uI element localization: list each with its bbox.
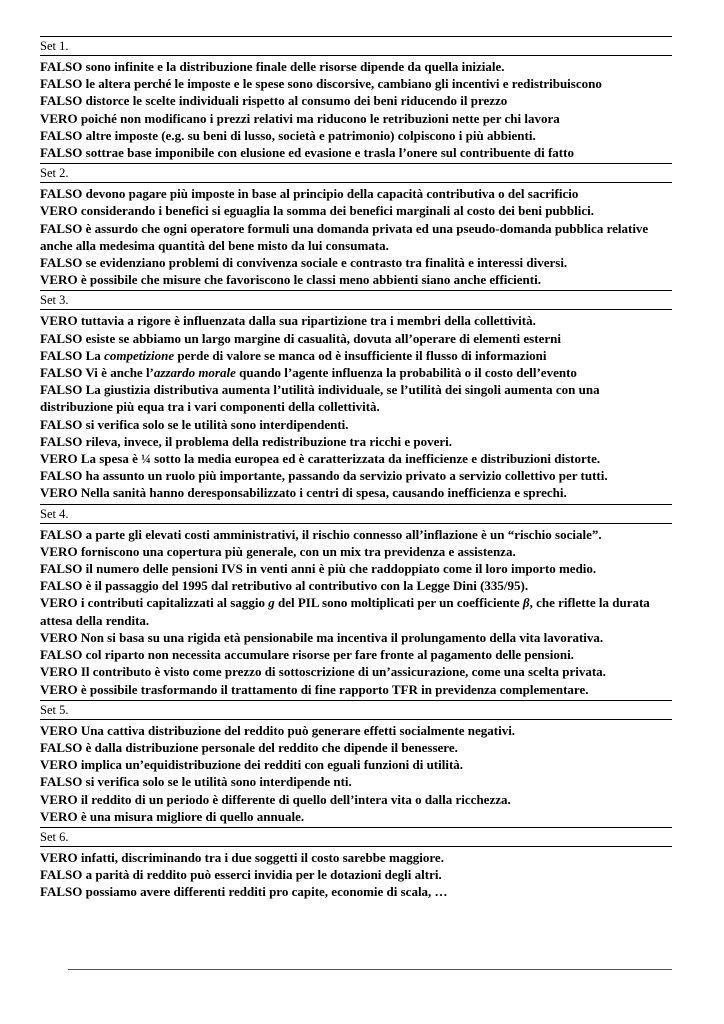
answer-verdict: FALSO bbox=[40, 578, 83, 594]
answer-verdict: VERO bbox=[40, 629, 78, 645]
set-heading bbox=[40, 700, 672, 720]
answer-verdict: FALSO bbox=[40, 739, 83, 755]
answer-verdict: FALSO bbox=[40, 884, 83, 900]
answer-text: La giustizia distributiva aumenta l’utilità individuale, se l’utilità dei singoli aumenta con una distribuzione più equa tra i vari componenti della collettività. bbox=[40, 382, 600, 415]
answer-line bbox=[40, 849, 672, 866]
answer-line bbox=[40, 866, 672, 883]
answer-verdict: FALSO bbox=[40, 433, 83, 449]
answer-line bbox=[40, 312, 672, 329]
answer-text: sottrae base imponibile con elusione ed evasione e trasla l’onere sul contribuente di fatto bbox=[82, 145, 574, 161]
set-title: Set 4. bbox=[40, 506, 69, 521]
answer-verdict: FALSO bbox=[40, 774, 83, 790]
answer-verdict: VERO bbox=[40, 722, 78, 738]
answer-verdict: FALSO bbox=[40, 526, 83, 542]
answer-text: Non si basa su una rigida età pensionabile ma incentiva il prolungamento della vita lavorativa. bbox=[77, 629, 604, 645]
answer-verdict: VERO bbox=[40, 791, 78, 807]
answer-verdict: VERO bbox=[40, 664, 78, 680]
answer-emphasis: azzardo morale bbox=[153, 365, 236, 381]
answer-line bbox=[40, 220, 672, 254]
answer-text: a parte gli elevati costi amministrativi, il rischio connesso all’inflazione è un “rischio sociale”. bbox=[82, 526, 602, 542]
answer-line bbox=[40, 526, 672, 543]
set-heading bbox=[40, 36, 672, 56]
answer-line bbox=[40, 663, 672, 680]
answer-line bbox=[40, 185, 672, 202]
set-title: Set 5. bbox=[40, 702, 69, 717]
answer-line bbox=[40, 681, 672, 698]
answer-text: le altera perché le imposte e le spese sono discorsive, cambiano gli incentivi e redistribuiscono bbox=[82, 76, 602, 92]
answer-text: è dalla distribuzione personale del reddito che dipende il benessere. bbox=[82, 739, 458, 755]
answer-verdict: VERO bbox=[40, 203, 78, 219]
answer-line bbox=[40, 773, 672, 790]
answer-line bbox=[40, 271, 672, 288]
set-answers bbox=[40, 847, 672, 903]
answer-text-mid: del PIL sono moltiplicati per un coefficiente bbox=[274, 595, 523, 611]
answer-verdict: VERO bbox=[40, 313, 78, 329]
answer-text: possiamo avere differenti redditi pro capite, economie di scala, … bbox=[82, 884, 448, 900]
answer-text: perde di valore se manca od è insufficiente il flusso di informazioni bbox=[174, 347, 547, 363]
answer-emphasis: g bbox=[268, 595, 275, 611]
answer-text: si verifica solo se le utilità sono interdipende nti. bbox=[82, 774, 352, 790]
answer-text-lead: i contributi capitalizzati al saggio bbox=[77, 595, 269, 611]
answer-line bbox=[40, 543, 672, 560]
answer-line bbox=[40, 364, 672, 381]
set-answers bbox=[40, 720, 672, 827]
set-title: Set 1. bbox=[40, 39, 69, 53]
answer-text: devono pagare più imposte in base al principio della capacità contributiva o del sacrificio bbox=[82, 186, 579, 202]
set-heading bbox=[40, 504, 672, 524]
answer-line bbox=[40, 433, 672, 450]
answer-line bbox=[40, 629, 672, 646]
answer-verdict: VERO bbox=[40, 485, 78, 501]
answer-text: è assurdo che ogni operatore formuli una domanda privata ed una pseudo-domanda pubblica relative anche alla medesima quantità del bene misto da lui consumata. bbox=[40, 220, 649, 253]
set-heading bbox=[40, 290, 672, 310]
answer-verdict: FALSO bbox=[40, 76, 83, 92]
answer-line bbox=[40, 202, 672, 219]
answer-text: Nella sanità hanno deresponsabilizzato i centri di spesa, causando inefficienza e sprechi. bbox=[77, 485, 567, 501]
answer-line bbox=[40, 127, 672, 144]
answer-text: il reddito di un periodo è differente di quello dell’intera vita o dalla ricchezza. bbox=[77, 791, 511, 807]
answer-verdict: FALSO bbox=[40, 416, 83, 432]
answer-text: distorce le scelte individuali rispetto al consumo dei beni riducendo il prezzo bbox=[82, 93, 508, 109]
answer-verdict: FALSO bbox=[40, 365, 83, 381]
answer-verdict: FALSO bbox=[40, 347, 83, 363]
answer-line bbox=[40, 92, 672, 109]
answer-text: si verifica solo se le utilità sono interdipendenti. bbox=[82, 416, 349, 432]
answer-text: esiste se abbiamo un largo margine di casualità, dovuta all’operare di elementi esterni bbox=[82, 330, 561, 346]
answer-line bbox=[40, 722, 672, 739]
answer-verdict: FALSO bbox=[40, 59, 83, 74]
answer-text: , che riflette la durata attesa della rendita. bbox=[40, 595, 650, 628]
answer-verdict: FALSO bbox=[40, 561, 83, 577]
answer-text: infatti, discriminando tra i due soggetti il costo sarebbe maggiore. bbox=[77, 849, 444, 865]
answer-text: rileva, invece, il problema della redistribuzione tra ricchi e poveri. bbox=[82, 433, 452, 449]
answer-line bbox=[40, 808, 672, 825]
answer-line bbox=[40, 110, 672, 127]
answer-text: se evidenziano problemi di convivenza sociale e contrasto tra finalità e interessi diversi. bbox=[82, 255, 568, 271]
answer-verdict: FALSO bbox=[40, 382, 83, 398]
answer-text: Il contributo è visto come prezzo di sottoscrizione di un’assicurazione, come una scelta privata. bbox=[77, 664, 606, 680]
answer-text: è possibile che misure che favoriscono le classi meno abbienti siano anche efficienti. bbox=[77, 272, 541, 288]
answer-line bbox=[40, 58, 672, 75]
answer-verdict: FALSO bbox=[40, 468, 83, 484]
answer-verdict: VERO bbox=[40, 451, 78, 467]
answer-text-lead: La bbox=[82, 347, 105, 363]
answer-text: La spesa è ¼ sotto la media europea ed è caratterizzata da inefficienze e distribuzioni distorte. bbox=[77, 451, 601, 467]
answer-line bbox=[40, 450, 672, 467]
set-title: Set 2. bbox=[40, 166, 69, 181]
answer-text: quando l’agente influenza la probabilità o il costo dell’evento bbox=[235, 365, 577, 381]
answer-verdict: VERO bbox=[40, 808, 78, 824]
answer-verdict: FALSO bbox=[40, 220, 83, 236]
answer-text: poiché non modificano i prezzi relativi ma riducono le retribuzioni nette per chi lavora bbox=[77, 110, 560, 126]
answer-verdict: FALSO bbox=[40, 255, 83, 271]
set-title: Set 6. bbox=[40, 829, 69, 844]
answer-line bbox=[40, 577, 672, 594]
set-answers bbox=[40, 310, 672, 503]
answer-verdict: FALSO bbox=[40, 93, 83, 109]
answer-verdict: FALSO bbox=[40, 145, 83, 161]
answer-sheet bbox=[40, 36, 672, 903]
answer-verdict: VERO bbox=[40, 543, 78, 559]
answer-line bbox=[40, 883, 672, 900]
answer-emphasis-symbol: β bbox=[522, 595, 530, 611]
answer-verdict: FALSO bbox=[40, 867, 83, 883]
answer-line bbox=[40, 144, 672, 161]
answer-text: forniscono una copertura più generale, con un mix tra previdenza e assistenza. bbox=[77, 543, 516, 559]
set-heading bbox=[40, 163, 672, 183]
set-answers bbox=[40, 56, 672, 163]
answer-verdict: VERO bbox=[40, 110, 78, 126]
answer-line bbox=[40, 347, 672, 364]
answer-text: Una cattiva distribuzione del reddito può generare effetti socialmente negativi. bbox=[77, 722, 516, 738]
answer-verdict: FALSO bbox=[40, 330, 83, 346]
answer-line bbox=[40, 75, 672, 92]
answer-line bbox=[40, 381, 672, 415]
answer-verdict: FALSO bbox=[40, 186, 83, 202]
answer-line bbox=[40, 739, 672, 756]
page-bottom-divider bbox=[68, 969, 672, 970]
answer-text: sono infinite e la distribuzione finale delle risorse dipende da quella iniziale. bbox=[82, 59, 505, 74]
answer-text: il numero delle pensioni IVS in venti anni è più che raddoppiato come il loro importo medio. bbox=[82, 561, 597, 577]
answer-verdict: VERO bbox=[40, 272, 78, 288]
answer-verdict: VERO bbox=[40, 849, 78, 865]
answer-text-lead: Vi è anche l’ bbox=[82, 365, 154, 381]
answer-text: ha assunto un ruolo più importante, passando da servizio privato a servizio collettivo per tutti. bbox=[82, 468, 608, 484]
answer-line bbox=[40, 467, 672, 484]
answer-text: a parità di reddito può esserci invidia per le dotazioni degli altri. bbox=[82, 867, 442, 883]
answer-line bbox=[40, 756, 672, 773]
answer-verdict: FALSO bbox=[40, 127, 83, 143]
answer-text: è una misura migliore di quello annuale. bbox=[77, 808, 305, 824]
answer-line bbox=[40, 330, 672, 347]
answer-text: implica un’equidistribuzione dei redditi con eguali funzioni di utilità. bbox=[77, 757, 464, 773]
answer-verdict: VERO bbox=[40, 595, 78, 611]
set-answers bbox=[40, 183, 672, 290]
answer-line bbox=[40, 560, 672, 577]
set-answers bbox=[40, 524, 672, 700]
answer-verdict: FALSO bbox=[40, 647, 83, 663]
answer-text: altre imposte (e.g. su beni di lusso, società e patrimonio) colpiscono i più abbienti. bbox=[82, 127, 536, 143]
answer-text: tuttavia a rigore è influenzata dalla sua ripartizione tra i membri della collettività. bbox=[77, 313, 536, 329]
answer-verdict: VERO bbox=[40, 681, 78, 697]
set-title: Set 3. bbox=[40, 293, 69, 308]
answer-line bbox=[40, 594, 672, 628]
answer-text: è il passaggio del 1995 dal retributivo al contributivo con la Legge Dini (335/95). bbox=[82, 578, 529, 594]
answer-line bbox=[40, 646, 672, 663]
answer-emphasis: competizione bbox=[104, 347, 175, 363]
answer-line bbox=[40, 791, 672, 808]
answer-line bbox=[40, 484, 672, 501]
set-heading bbox=[40, 827, 672, 847]
answer-line bbox=[40, 254, 672, 271]
answer-verdict: VERO bbox=[40, 757, 78, 773]
answer-text: è possibile trasformando il trattamento di fine rapporto TFR in previdenza complementare. bbox=[77, 681, 589, 697]
answer-line bbox=[40, 416, 672, 433]
answer-text: considerando i benefici si eguaglia la somma dei benefici marginali al costo dei beni pubblici. bbox=[77, 203, 594, 219]
answer-text: col riparto non necessita accumulare risorse per fare fronte al pagamento delle pensioni. bbox=[82, 647, 574, 663]
